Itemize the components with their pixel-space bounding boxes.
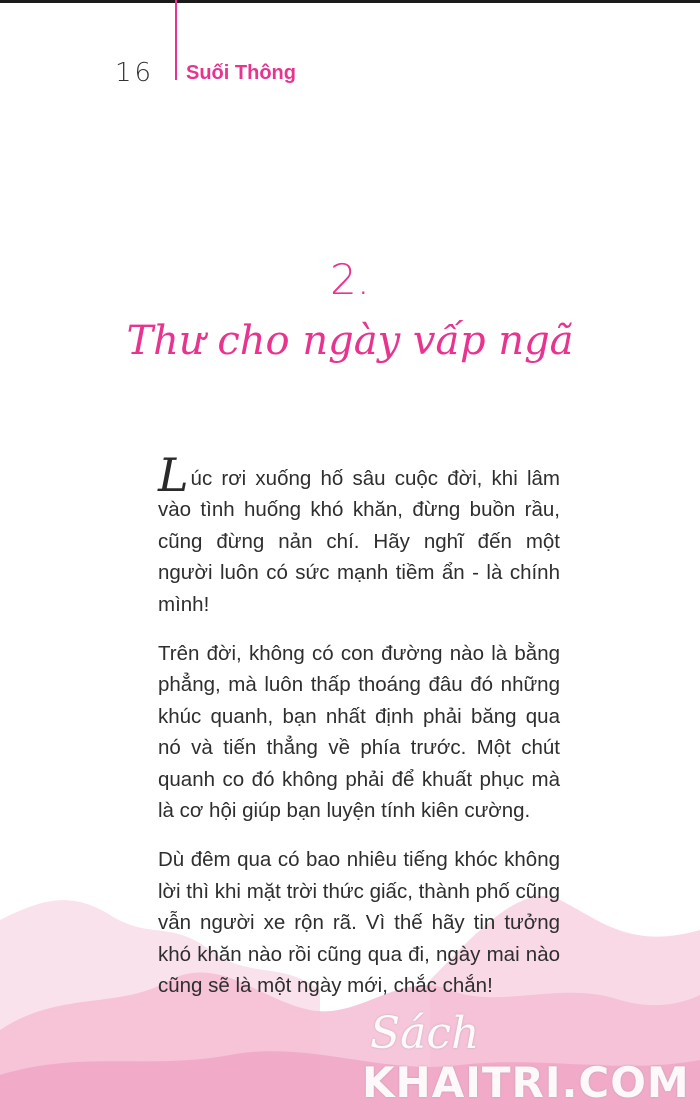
watermark-script: Sách [370, 1008, 480, 1059]
page-number: 16 [115, 58, 155, 88]
paragraph-1-text: úc rơi xuống hố sâu cuộc đời, khi lâm vào tình huống khó khăn, đừng buồn rầu, cũng đừng nản chí. Hãy nghĩ đến một người luôn có sức mạnh tiềm ẩn - là chính mình! [158, 467, 560, 616]
paragraph-3: Dù đêm qua có bao nhiêu tiếng khóc không lời thì khi mặt trời thức giấc, thành phố cũng vẫn người xe rộn rã. Vì thế hãy tin tưởng khó khăn nào rồi cũng qua đi, ngày mai nào cũng sẽ là một ngày mới, chắc chắn! [158, 848, 560, 998]
chapter-body [158, 448, 560, 1020]
running-header-title: Suối Thông [186, 62, 296, 84]
chapter-number: 2. [329, 255, 371, 304]
drop-cap: L [158, 448, 189, 502]
watermark-logo [362, 1008, 692, 1108]
header-divider [175, 0, 177, 80]
paragraph-2: Trên đời, không có con đường nào là bằng phẳng, mà luôn thấp thoáng đâu đó những khúc quanh, bạn nhất định phải băng qua nó và tiến thẳng về phía trước. Một chút quanh co đó không phải để khuất phục mà là cơ hội giúp bạn luyện tính kiên cường. [158, 642, 560, 823]
chapter-title: Thư cho ngày vấp ngã [126, 318, 574, 364]
paragraph-1 [158, 448, 560, 620]
watermark-site: KHAITRI.COM [362, 1058, 690, 1107]
top-border [0, 0, 700, 3]
